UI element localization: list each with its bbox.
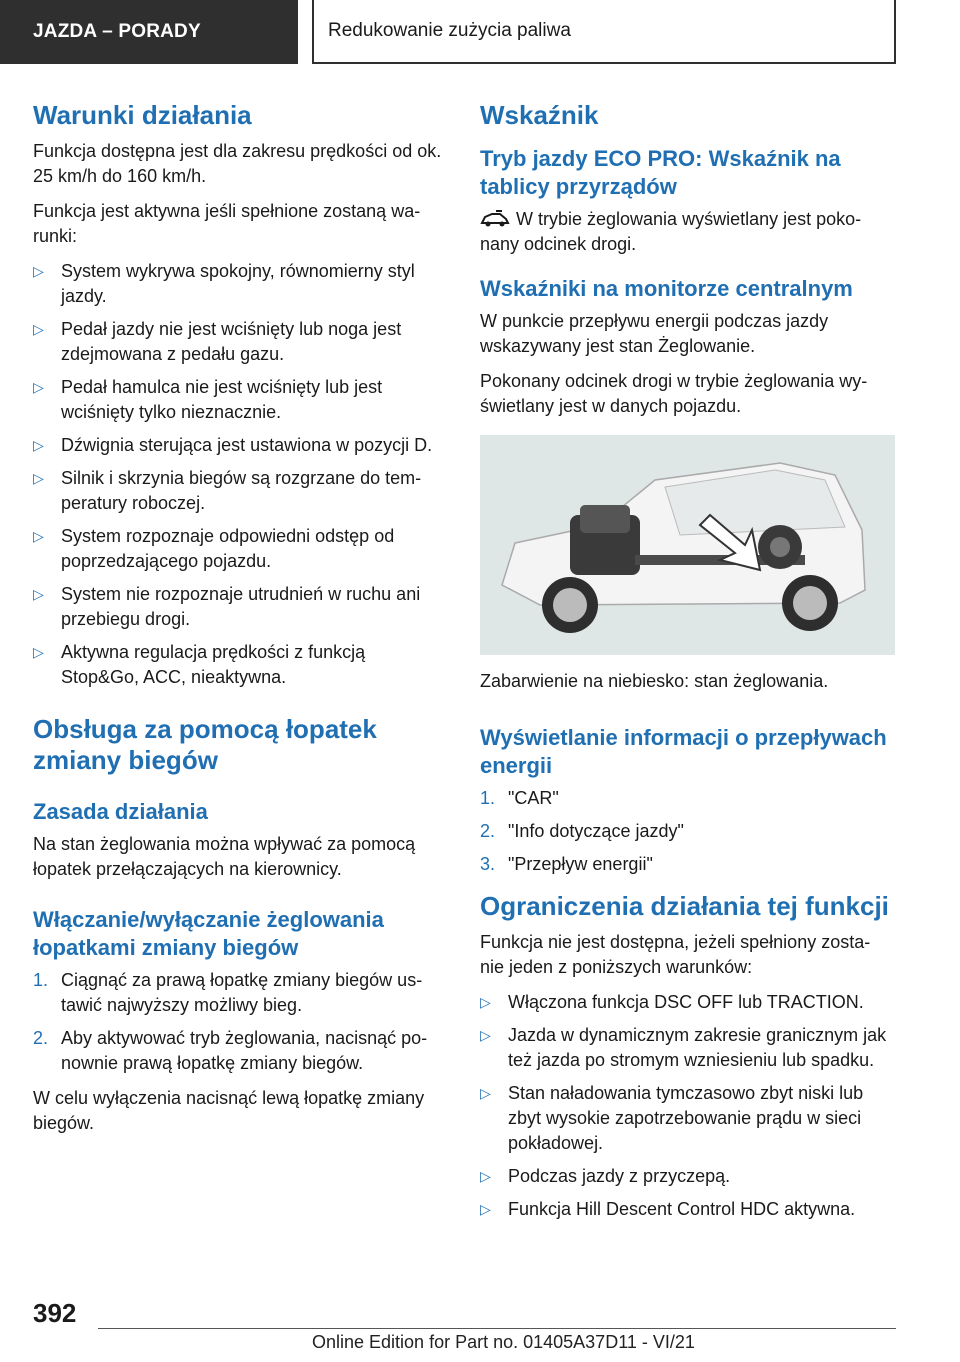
toggle-heading: Włączanie/wyłączanie żeglowania łopatkami zmiany biegów bbox=[33, 907, 384, 960]
chapter-title-box bbox=[312, 0, 896, 64]
eco-text-body: W trybie żeglowania wyświetlany jest poko‐ nany odcinek drogi. bbox=[480, 209, 862, 254]
limits-list bbox=[480, 990, 895, 1222]
car-illustration bbox=[480, 435, 895, 655]
display-heading: Wyświetlanie informacji o przepływach energii bbox=[480, 725, 887, 778]
limits-intro: Funkcja nie jest dostępna, jeżeli spełniony zosta‐ nie jeden z poniższych warunków: bbox=[480, 932, 871, 977]
list-item bbox=[33, 375, 446, 425]
triangle-bullet-icon: ▷ bbox=[480, 994, 491, 1010]
triangle-bullet-icon: ▷ bbox=[480, 1201, 491, 1217]
list-item bbox=[33, 1026, 446, 1076]
principle-heading: Zasada działania bbox=[33, 799, 208, 824]
triangle-bullet-icon: ▷ bbox=[480, 1085, 491, 1101]
step-number: 2. bbox=[480, 821, 496, 841]
limits-heading: Ograniczenia działania tej funkcji bbox=[480, 891, 889, 921]
list-item bbox=[480, 819, 895, 844]
footer-edition: Online Edition for Part no. 01405A37D11 - VI/21 bbox=[312, 1332, 695, 1352]
conditions-intro: Funkcja dostępna jest dla zakresu prędkości od ok. 25 km/h do 160 km/h. bbox=[33, 141, 442, 186]
toggle-off-text: W celu wyłączenia nacisnąć lewą łopatkę zmiany biegów. bbox=[33, 1088, 425, 1133]
list-item bbox=[33, 466, 446, 516]
conditions-active: Funkcja jest aktywna jeśli spełnione zostaną wa‐ runki: bbox=[33, 201, 421, 246]
step-text: Ciągnąć za prawą łopatkę zmiany biegów us‐ tawić najwyższy możliwy bieg. bbox=[61, 970, 423, 1015]
paddles-heading: Obsługa za pomocą łopatek zmiany biegów bbox=[33, 714, 377, 775]
triangle-bullet-icon: ▷ bbox=[33, 470, 44, 486]
triangle-bullet-icon: ▷ bbox=[33, 437, 44, 453]
list-item-text: Aktywna regulacja prędkości z funkcją Stop&Go, ACC, nieaktywna. bbox=[61, 642, 366, 687]
eco-text bbox=[480, 207, 895, 257]
page-number: 392 bbox=[33, 1298, 77, 1328]
triangle-bullet-icon: ▷ bbox=[33, 644, 44, 660]
list-item-text: Funkcja Hill Descent Control HDC aktywna. bbox=[508, 1199, 856, 1219]
indicator-heading: Wskaźnik bbox=[480, 100, 599, 130]
list-item bbox=[33, 433, 446, 458]
list-item bbox=[480, 1164, 895, 1189]
step-text: Aby aktywować tryb żeglowania, nacisnąć po‐ nownie prawą łopatkę zmiany biegów. bbox=[61, 1028, 428, 1073]
list-item bbox=[480, 786, 895, 811]
list-item bbox=[33, 968, 446, 1018]
step-text: "Info dotyczące jazdy" bbox=[508, 821, 684, 841]
list-item bbox=[480, 1023, 895, 1073]
conditions-list bbox=[33, 259, 446, 690]
list-item-text: System rozpoznaje odpowiedni odstęp od poprzedzającego pojazdu. bbox=[61, 526, 395, 571]
list-item bbox=[480, 1197, 895, 1222]
list-item bbox=[480, 1081, 895, 1156]
figure-caption: Zabarwienie na niebiesko: stan żeglowania. bbox=[480, 671, 829, 691]
triangle-bullet-icon: ▷ bbox=[480, 1027, 491, 1043]
section-tab bbox=[0, 0, 298, 64]
left-column bbox=[33, 100, 446, 1146]
monitor-heading: Wskaźniki na monitorze centralnym bbox=[480, 276, 853, 301]
list-item bbox=[33, 582, 446, 632]
conditions-heading: Warunki działania bbox=[33, 100, 252, 130]
monitor-text-2: Pokonany odcinek drogi w trybie żeglowania wy‐ świetlany jest w danych pojazdu. bbox=[480, 371, 868, 416]
toggle-steps bbox=[33, 968, 446, 1076]
triangle-bullet-icon: ▷ bbox=[33, 321, 44, 337]
triangle-bullet-icon: ▷ bbox=[33, 263, 44, 279]
list-item bbox=[33, 259, 446, 309]
list-item-text: Włączona funkcja DSC OFF lub TRACTION. bbox=[508, 992, 864, 1012]
step-number: 3. bbox=[480, 854, 496, 874]
triangle-bullet-icon: ▷ bbox=[33, 379, 44, 395]
sailing-car-icon bbox=[480, 210, 510, 228]
list-item-text: Pedał jazdy nie jest wciśnięty lub noga jest zdejmowana z pedału gazu. bbox=[61, 319, 402, 364]
step-text: "Przepływ energii" bbox=[508, 854, 653, 874]
step-number: 2. bbox=[33, 1028, 49, 1048]
list-item-text: System wykrywa spokojny, równomierny styl jazdy. bbox=[61, 261, 415, 306]
list-item-text: Podczas jazdy z przyczepą. bbox=[508, 1166, 731, 1186]
list-item-text: Pedał hamulca nie jest wciśnięty lub jest wciśnięty tylko nieznacznie. bbox=[61, 377, 383, 422]
list-item bbox=[33, 524, 446, 574]
triangle-bullet-icon: ▷ bbox=[33, 586, 44, 602]
list-item-text: Dźwignia sterująca jest ustawiona w pozycji D. bbox=[61, 435, 433, 455]
list-item bbox=[480, 852, 895, 877]
list-item bbox=[33, 640, 446, 690]
step-text: "CAR" bbox=[508, 788, 559, 808]
section-label: JAZDA – PORADY bbox=[33, 21, 201, 42]
footer-divider bbox=[98, 1328, 896, 1329]
monitor-text-1: W punkcie przepływu energii podczas jazdy wskazywany jest stan Żeglowanie. bbox=[480, 311, 829, 356]
car-cutaway-figure bbox=[480, 435, 895, 655]
list-item-text: Jazda w dynamicznym zakresie granicznym jak też jazda po stromym wzniesieniu lub spadku. bbox=[508, 1025, 887, 1070]
triangle-bullet-icon: ▷ bbox=[33, 528, 44, 544]
right-column bbox=[480, 100, 895, 1232]
list-item-text: Silnik i skrzynia biegów są rozgrzane do tem‐ peratury roboczej. bbox=[61, 468, 422, 513]
triangle-bullet-icon: ▷ bbox=[480, 1168, 491, 1184]
step-number: 1. bbox=[33, 970, 49, 990]
principle-text: Na stan żeglowania można wpływać za pomocą łopatek przełączających na kierownicy. bbox=[33, 834, 416, 879]
eco-heading: Tryb jazdy ECO PRO: Wskaźnik na tablicy przyrządów bbox=[480, 146, 841, 199]
list-item bbox=[33, 317, 446, 367]
list-item-text: Stan naładowania tymczasowo zbyt niski lub zbyt wysokie zapotrzebowanie prądu w sieci pokładowej. bbox=[508, 1083, 864, 1153]
list-item bbox=[480, 990, 895, 1015]
display-steps bbox=[480, 786, 895, 877]
chapter-title: Redukowanie zużycia paliwa bbox=[328, 20, 571, 41]
step-number: 1. bbox=[480, 788, 496, 808]
list-item-text: System nie rozpoznaje utrudnień w ruchu ani przebiegu drogi. bbox=[61, 584, 421, 629]
